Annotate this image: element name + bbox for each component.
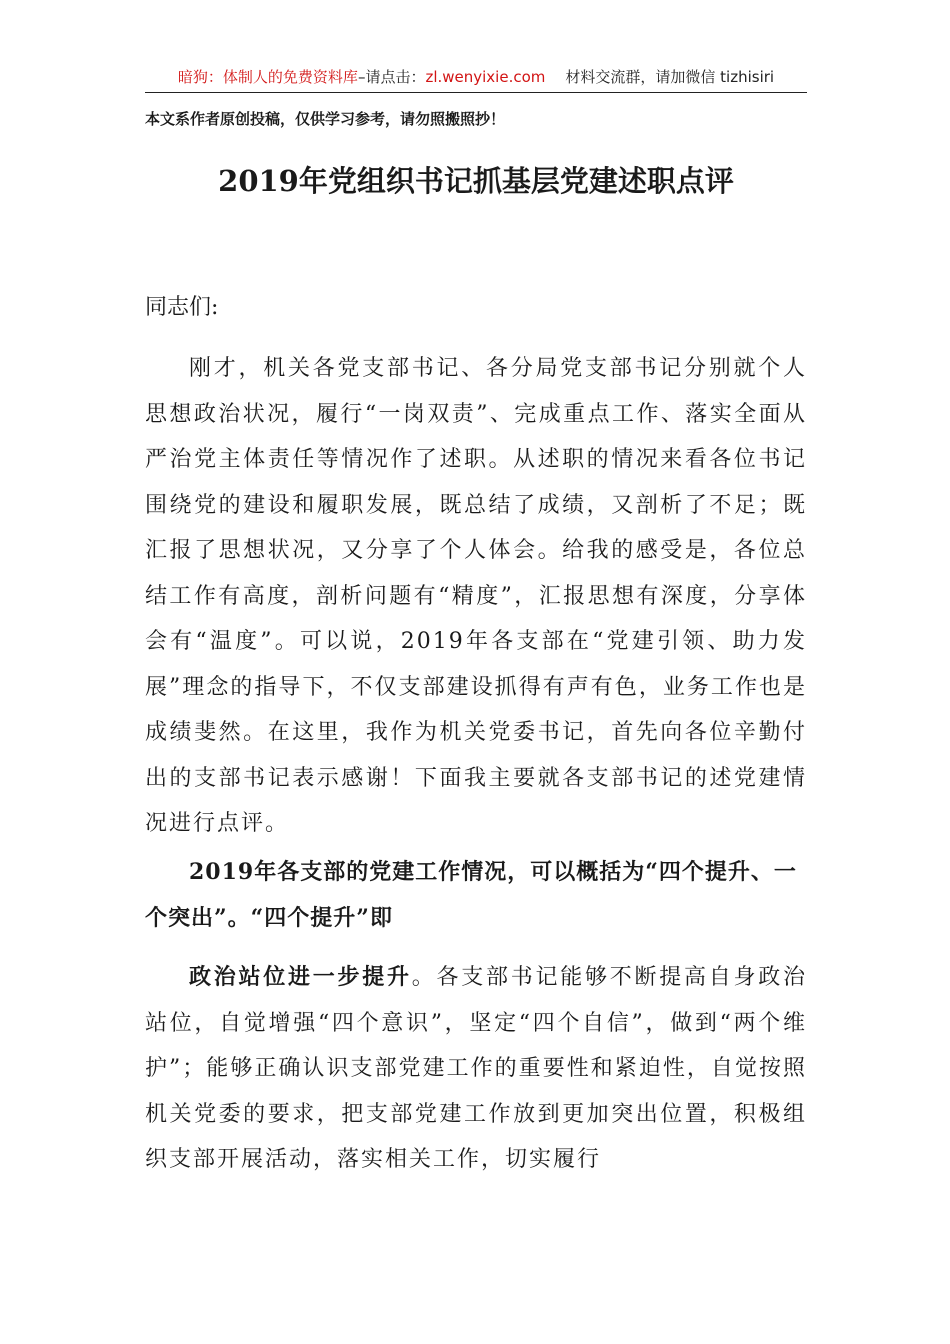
header-click-label: –请点击： xyxy=(357,68,426,86)
copyright-notice: 本文系作者原创投稿，仅供学习参考，请勿照搬照抄！ xyxy=(145,110,506,128)
salutation: 同志们: xyxy=(145,295,219,320)
paragraph-political-stance xyxy=(145,955,807,1183)
header-brand: 暗狗：体制人的免费资料库 xyxy=(177,68,358,86)
document-header xyxy=(145,62,807,93)
paragraph-text: 。各支部书记能够不断提高自身政治站位，自觉增强“四个意识”，坚定“四个自信”，做到“两个维护”；能够正确认识支部党建工作的重要性和紧迫性，自觉按照机关党委的要求，把支部党建工作放到更加突出位置，积极组织支部开展活动，落实相关工作，切实履行 xyxy=(145,965,807,1172)
paragraph-intro: 刚才，机关各党支部书记、各分局党支部书记分别就个人思想政治状况，履行“一岗双责”、完成重点工作、落实全面从严治党主体责任等情况作了述职。从述职的情况来看各位书记围绕党的建设和履职发展，既总结了成绩，又剖析了不足；既汇报了思想状况，又分享了个人体会。给我的感受是，各位总结工作有高度，剖析问题有“精度”，汇报思想有深度，分享体会有“温度”。可以说，2019年各支部在“党建引领、助力发展”理念的指导下，不仅支部建设抓得有声有色，业务工作也是成绩斐然。在这里，我作为机关党委书记，首先向各位辛勤付出的支部书记表示感谢！下面我主要就各支部书记的述党建情况进行点评。 xyxy=(145,356,807,836)
paragraph-lead: 政治站位进一步提升 xyxy=(189,964,412,990)
header-group-info: 材料交流群，请加微信 tizhisiri xyxy=(565,68,775,86)
paragraph-summary: 2019年各支部的党建工作情况，可以概括为“四个提升、一个突出”。“四个提升”即 xyxy=(145,859,797,931)
header-site-link[interactable]: zl.wenyixie.com xyxy=(425,68,546,86)
document-title: 2019年党组织书记抓基层党建述职点评 xyxy=(218,164,734,198)
